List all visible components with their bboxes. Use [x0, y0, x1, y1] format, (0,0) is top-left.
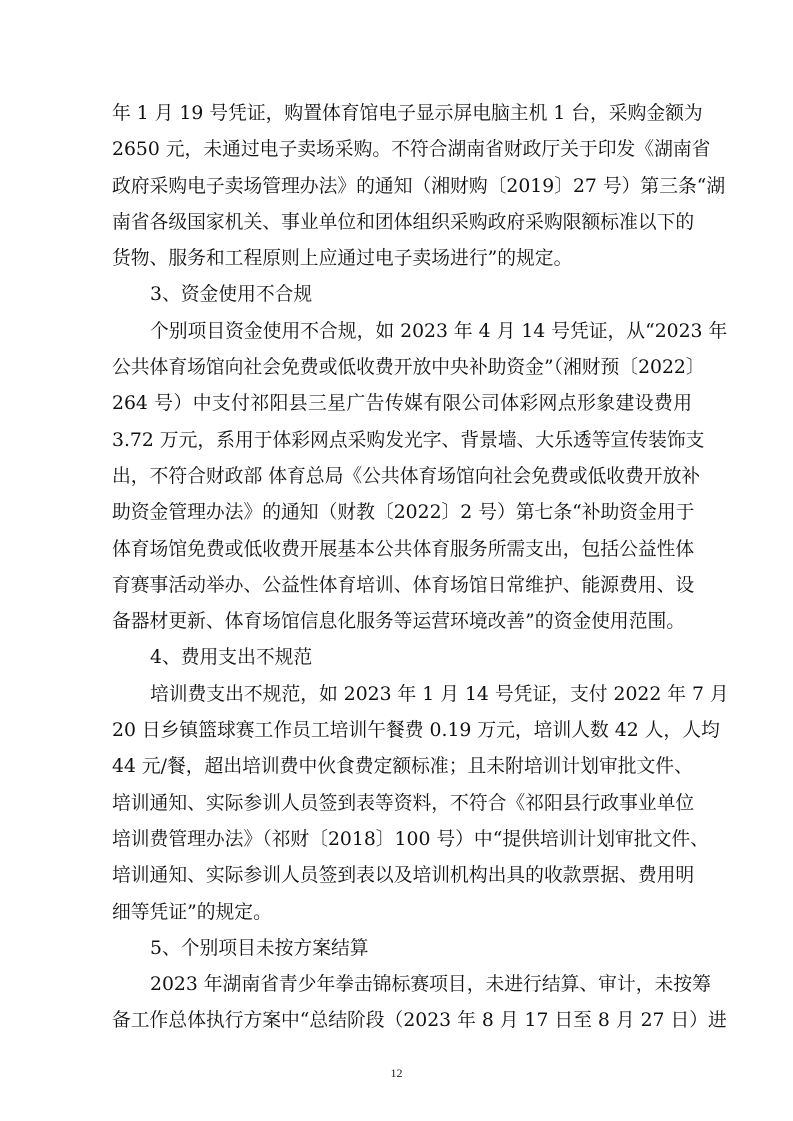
text-line: 公共体育场馆向社会免费或低收费开放中央补助资金”（湘财预〔2022〕 [112, 357, 705, 379]
text-line: 备工作总体执行方案中“总结阶段（2023 年 8 月 17 日至 8 月 27 日）进 [112, 1010, 727, 1032]
text-line: 助资金管理办法》的通知（财教〔2022〕2 号）第七条“补助资金用于 [112, 502, 695, 524]
text-line: 2023 年湖南省青少年拳击锦标赛项目，未进行结算、审计，未按筹 [150, 974, 711, 996]
body-text [112, 96, 729, 1040]
text-line: 2650 元，未通过电子卖场采购。不符合湖南省财政厅关于印发《湖南省 [112, 139, 711, 161]
text-line: 培训费管理办法》（祁财〔2018〕100 号）中“提供培训计划审批文件、 [112, 828, 709, 850]
text-line: 育赛事活动举办、公益性体育培训、体育场馆日常维护、能源费用、设 [112, 574, 695, 596]
text-line: 44 元/餐，超出培训费中伙食费定额标准；且未附培训计划审批文件、 [112, 756, 693, 778]
text-line: 南省各级国家机关、事业单位和团体组织采购政府采购限额标准以下的 [112, 211, 695, 233]
text-line: 备器材更新、体育场馆信息化服务等运营环境改善”的资金使用范围。 [112, 611, 686, 633]
text-line: 4、费用支出不规范 [150, 647, 313, 669]
text-line: 出，不符合财政部 体育总局《公共体育场馆向社会免费或低收费开放补 [112, 465, 701, 487]
text-line: 细等凭证”的规定。 [112, 901, 272, 923]
text-line: 3、资金使用不合规 [150, 284, 313, 306]
text-line: 货物、服务和工程原则上应通过电子卖场进行”的规定。 [112, 248, 573, 270]
text-line: 年 1 月 19 号凭证，购置体育馆电子显示屏电脑主机 1 台，采购金额为 [112, 103, 703, 124]
text-line: 培训通知、实际参训人员签到表以及培训机构出具的收款票据、费用明 [112, 865, 695, 887]
text-line: 20 日乡镇篮球赛工作员工培训午餐费 0.19 万元，培训人数 42 人，人均 [112, 720, 720, 742]
page-number: 12 [390, 1066, 403, 1080]
text-line: 个别项目资金使用不合规，如 2023 年 4 月 14 号凭证，从“2023 年 [150, 320, 728, 342]
text-line: 培训通知、实际参训人员签到表等资料，不符合《祁阳县行政事业单位 [112, 792, 695, 814]
text-line: 政府采购电子卖场管理办法》的通知（湘财购〔2019〕27 号）第三条“湖 [112, 175, 726, 197]
text-line: 培训费支出不规范，如 2023 年 1 月 14 号凭证，支付 2022 年 7 月 [150, 683, 729, 705]
text-line: 3.72 万元，系用于体彩网点采购发光字、背景墙、大乐透等宣传装饰支 [112, 429, 705, 451]
text-line: 264 号）中支付祁阳县三星广告传媒有限公司体彩网点形象建设费用 [112, 393, 692, 415]
text-line: 体育场馆免费或低收费开展基本公共体育服务所需支出，包括公益性体 [112, 538, 695, 560]
text-line: 5、个别项目未按方案结算 [150, 937, 369, 959]
